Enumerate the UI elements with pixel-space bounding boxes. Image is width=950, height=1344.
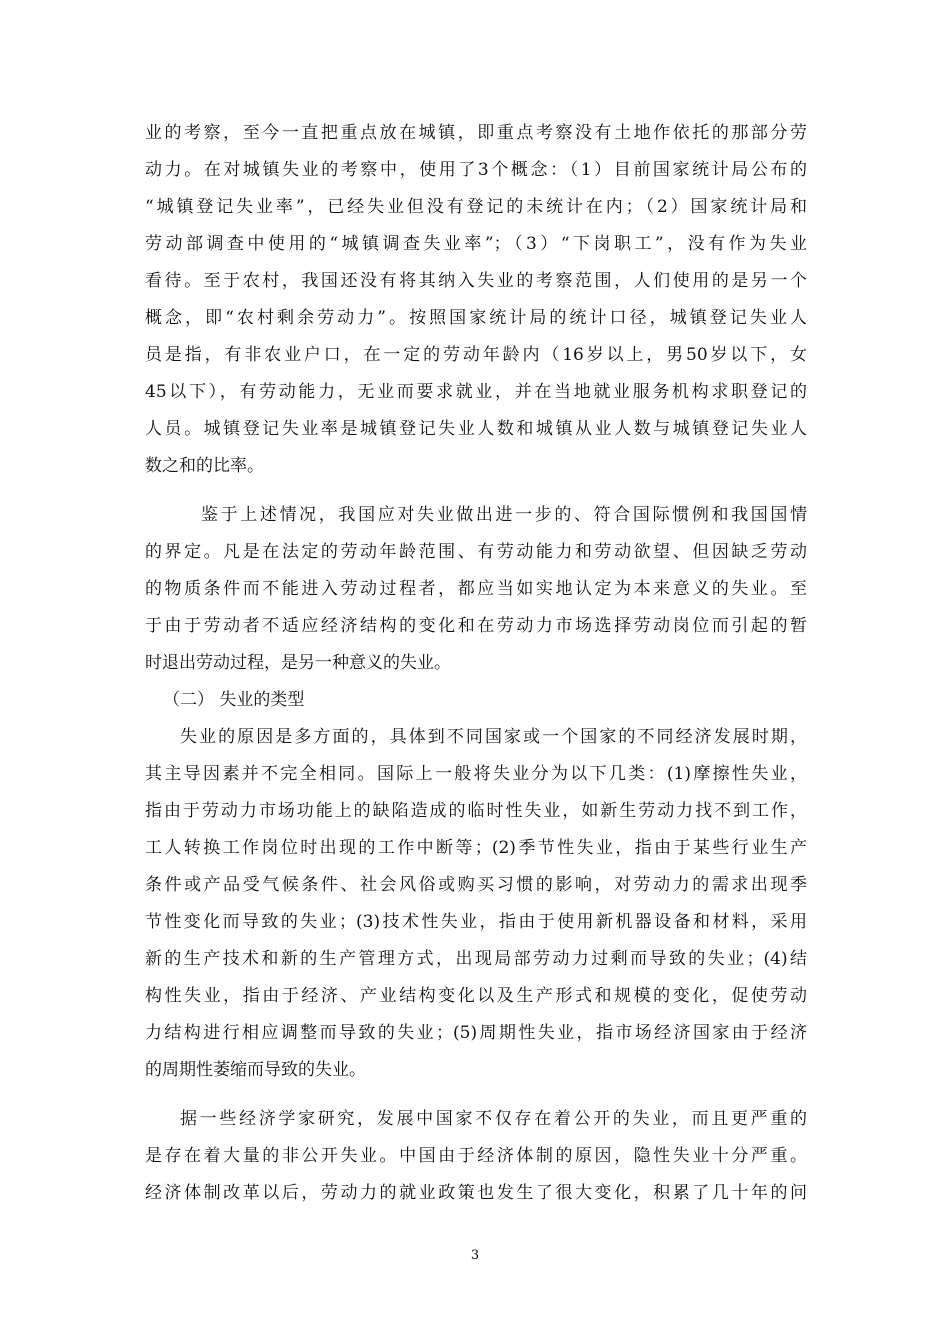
paragraph-spacing bbox=[145, 1089, 807, 1101]
body-text bbox=[145, 115, 807, 1212]
text-line: 构性失业，指由于经济、产业结构变化以及生产形式和规模的变化，促使劳动 bbox=[145, 986, 807, 1006]
text-line: 鉴于上述情况，我国应对失业做出进一步的、符合国际惯例和我国国情 bbox=[201, 505, 807, 525]
text-line: 工人转换工作岗位时出现的工作中断等；(2)季节性失业，指由于某些行业生产 bbox=[145, 838, 807, 858]
text-line: 人员。城镇登记失业率是城镇登记失业人数和城镇从业人数与城镇登记失业人 bbox=[145, 419, 807, 439]
text-line: 的界定。凡是在法定的劳动年龄范围、有劳动能力和劳动欲望、但因缺乏劳动 bbox=[145, 542, 807, 562]
section-heading-text: （二） 失业的类型 bbox=[163, 690, 305, 710]
text-line: 员是指，有非农业户口，在一定的劳动年龄内（16岁以上，男50岁以下，女 bbox=[145, 345, 807, 365]
text-line: 于由于劳动者不适应经济结构的变化和在劳动力市场选择劳动岗位而引起的暂 bbox=[145, 616, 807, 636]
text-line: 力结构进行相应调整而导致的失业；(5)周期性失业，指市场经济国家由于经济 bbox=[145, 1023, 807, 1043]
text-line: 的物质条件而不能进入劳动过程者，都应当如实地认定为本来意义的失业。至 bbox=[145, 579, 807, 599]
text-line: 劳动部调查中使用的“城镇调查失业率”；（3）“下岗职工”，没有作为失业 bbox=[145, 234, 807, 254]
text-line: 业的考察，至今一直把重点放在城镇，即重点考察没有土地作依托的那部分劳 bbox=[145, 123, 807, 143]
paragraph-4 bbox=[145, 1101, 807, 1212]
text-line: 是存在着大量的非公开失业。中国由于经济体制的原因，隐性失业十分严重。 bbox=[145, 1146, 807, 1166]
text-line: 失业的原因是多方面的，具体到不同国家或一个国家的不同经济发展时期， bbox=[180, 727, 807, 747]
text-line: 的周期性萎缩而导致的失业。 bbox=[145, 1060, 366, 1080]
text-line: 看待。至于农村，我国还没有将其纳入失业的考察范围，人们使用的是另一个 bbox=[145, 271, 807, 291]
section-heading bbox=[145, 682, 807, 719]
text-line: 其主导因素并不完全相同。国际上一般将失业分为以下几类：(1)摩擦性失业， bbox=[145, 764, 807, 784]
text-line: 45以下），有劳动能力，无业而要求就业，并在当地就业服务机构求职登记的 bbox=[145, 382, 807, 402]
text-line: 经济体制改革以后，劳动力的就业政策也发生了很大变化，积累了几十年的问 bbox=[145, 1183, 807, 1203]
text-line: “城镇登记失业率”，已经失业但没有登记的未统计在内；（2）国家统计局和 bbox=[145, 197, 807, 217]
text-line: 新的生产技术和新的生产管理方式，出现局部劳动力过剩而导致的失业；(4)结 bbox=[145, 949, 807, 969]
paragraph-1 bbox=[145, 115, 807, 485]
page-number: 3 bbox=[470, 1248, 480, 1263]
paragraph-spacing bbox=[145, 485, 807, 497]
text-line: 条件或产品受气候条件、社会风俗或购买习惯的影响，对劳动力的需求出现季 bbox=[145, 875, 807, 895]
text-line: 节性变化而导致的失业；(3)技术性失业，指由于使用新机器设备和材料，采用 bbox=[145, 912, 807, 932]
text-line: 据一些经济学家研究，发展中国家不仅存在着公开的失业，而且更严重的 bbox=[180, 1109, 807, 1129]
paragraph-2 bbox=[145, 497, 807, 682]
text-line: 时退出劳动过程，是另一种意义的失业。 bbox=[145, 653, 451, 673]
text-line: 指由于劳动力市场功能上的缺陷造成的临时性失业，如新生劳动力找不到工作， bbox=[145, 801, 807, 821]
paragraph-3 bbox=[145, 719, 807, 1089]
text-line: 动力。在对城镇失业的考察中，使用了3个概念：（1）目前国家统计局公布的 bbox=[145, 160, 807, 180]
text-line: 概念，即“农村剩余劳动力”。按照国家统计局的统计口径，城镇登记失业人 bbox=[145, 308, 807, 328]
text-line: 数之和的比率。 bbox=[145, 456, 264, 476]
